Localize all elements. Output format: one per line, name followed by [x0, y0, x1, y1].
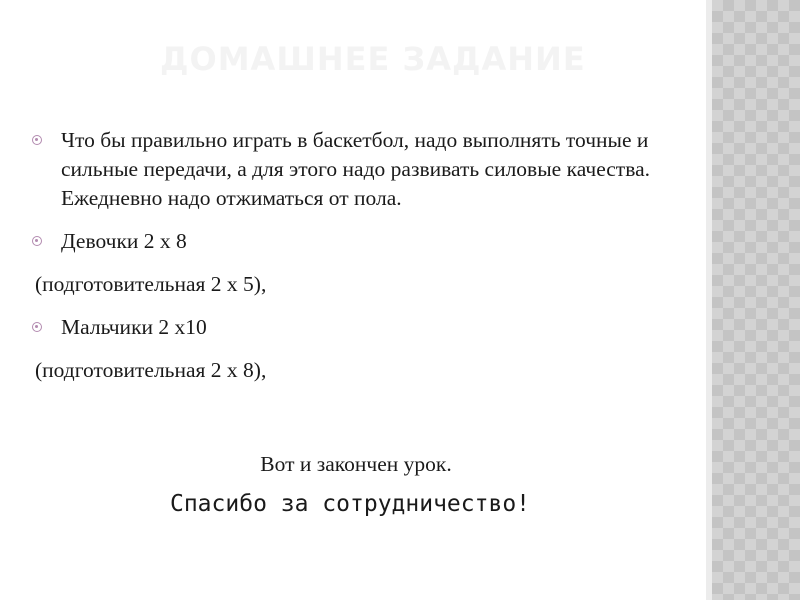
bullet-text: Что бы правильно играть в баскетбол, надо выполнять точные и сильные передачи, а для этого надо развивать силовые качества. Ежедневно надо отжиматься от пола. — [61, 128, 650, 210]
plain-line-boys-prep: (подготовительная 2 х 8), — [35, 358, 267, 382]
slide-title: ДОМАШНЕЕ ЗАДАНИЕ — [160, 40, 586, 78]
bullet-item-boys — [30, 313, 670, 342]
plain-line-girls-prep: (подготовительная 2 х 5), — [35, 272, 267, 296]
bullet-item-homework — [30, 126, 670, 213]
closing-line-lesson-over: Вот и закончен урок. — [260, 452, 452, 476]
circle-bullet-icon — [32, 135, 42, 145]
closing-line-thanks: Спасибо за сотрудничество! — [169, 491, 531, 517]
decorative-side-strip — [712, 0, 800, 600]
slide-content — [30, 126, 670, 399]
bullet-item-girls — [30, 227, 670, 256]
circle-bullet-icon — [32, 236, 42, 246]
bullet-text: Девочки 2 х 8 — [61, 229, 187, 253]
bullet-text: Мальчики 2 х10 — [61, 315, 207, 339]
circle-bullet-icon — [32, 322, 42, 332]
